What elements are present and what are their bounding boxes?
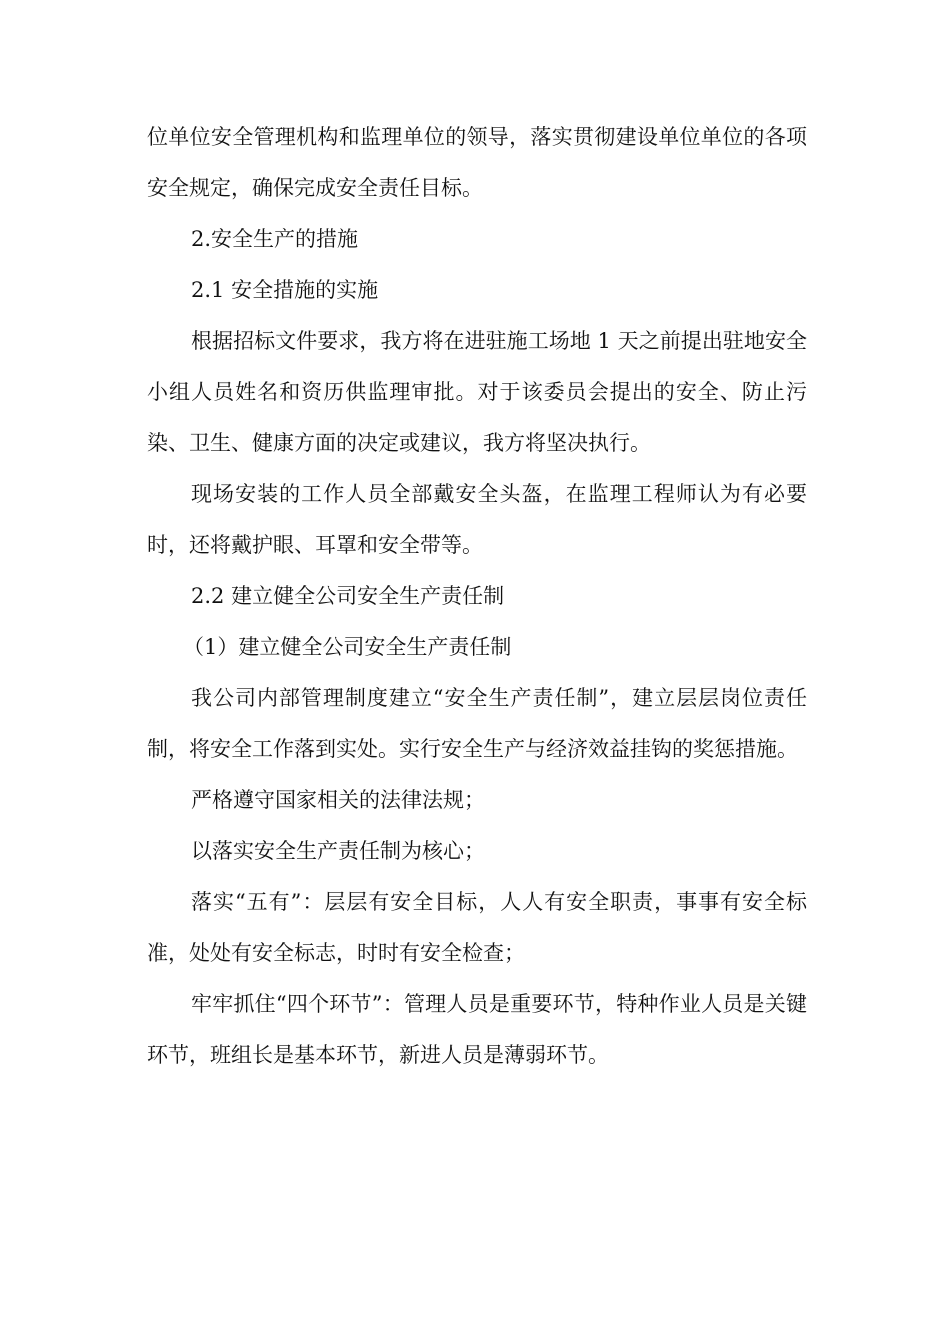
subsection-heading-2-1: 2.1 安全措施的实施	[191, 278, 379, 302]
document-body	[147, 112, 807, 1081]
paragraph-core: 以落实安全生产责任制为核心；	[191, 839, 485, 863]
paragraph-responsibility-system: 我公司内部管理制度建立“安全生产责任制”，建立层层岗位责任制，将安全工作落到实处。实行安全生产与经济效益挂钩的奖惩措施。	[147, 686, 807, 761]
paragraph-site-safety-team: 根据招标文件要求，我方将在进驻施工场地 1 天之前提出驻地安全小组人员姓名和资历供监理审批。对于该委员会提出的安全、防止污染、卫生、健康方面的决定或建议，我方将坚决执行。	[147, 329, 807, 455]
paragraph-five-haves: 落实“五有”：层层有安全目标，人人有安全职责，事事有安全标准，处处有安全标志，时时有安全检查；	[147, 890, 807, 965]
subsection-heading-2-2: 2.2 建立健全公司安全生产责任制	[191, 584, 505, 608]
paragraph-laws: 严格遵守国家相关的法律法规；	[191, 788, 485, 812]
paragraph-four-links: 牢牢抓住“四个环节”：管理人员是重要环节，特种作业人员是关键环节，班组长是基本环节，新进人员是薄弱环节。	[147, 992, 807, 1067]
section-heading-2: 2.安全生产的措施	[191, 227, 359, 251]
paragraph-continuation: 位单位安全管理机构和监理单位的领导，落实贯彻建设单位单位的各项安全规定，确保完成安全责任目标。	[147, 125, 807, 200]
list-heading-1: （1）建立健全公司安全生产责任制	[183, 635, 512, 659]
paragraph-protective-equipment: 现场安装的工作人员全部戴安全头盔，在监理工程师认为有必要时，还将戴护眼、耳罩和安全带等。	[147, 482, 807, 557]
